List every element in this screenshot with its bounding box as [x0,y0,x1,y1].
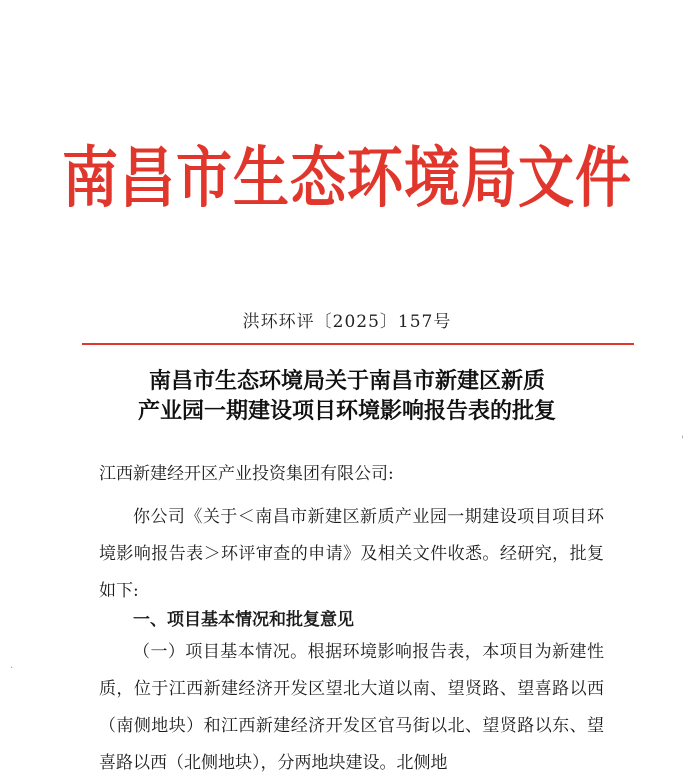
section-heading-1: 一、项目基本情况和批复意见 [133,610,354,630]
subject-line-1: 南昌市生态环境局关于南昌市新建区新质 [148,368,545,394]
body-paragraph-2: （一）项目基本情况。根据环境影响报告表，本项目为新建性质，位于江西新建经济开发区望北大道以南、望贤路、望喜路以西（南侧地块）和江西新建经济开发区官马街以北、望贤路以东、望喜路以西（北侧地块），分两地块建设。北侧地 [99,642,604,773]
scan-edge-mark: · [10,663,14,674]
document-header-title: 南昌市生态环境局文件 [62,140,632,217]
document-number: 洪环环评〔2025〕157号 [242,312,452,332]
body-paragraph-1: 你公司《关于＜南昌市新建区新质产业园一期建设项目项目环境影响报告表＞环评审查的申请》及相关文件收悉。经研究，批复如下: [99,507,604,601]
subject-line-2: 产业园一期建设项目环境影响报告表的批复 [137,398,556,424]
document-subject [60,366,634,426]
scan-edge-mark: ' [681,435,684,446]
red-divider-line [82,343,634,345]
addressee: 江西新建经开区产业投资集团有限公司: [99,464,394,484]
